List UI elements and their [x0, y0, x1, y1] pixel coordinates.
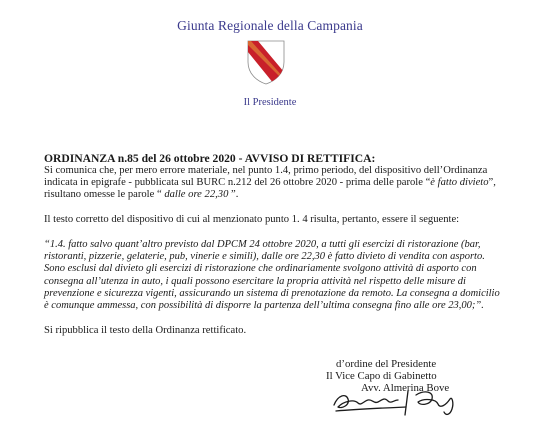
- quoted-provision-line: ristoranti, pizzerie, gelaterie, pub, vinerie e simili), dalle ore 22,30 è fatto divieto di vendita con asporto.: [44, 251, 485, 262]
- quoted-provision-line: “1.4. fatto salvo quant’altro previsto dal DPCM 24 ottobre 2020, a tutti gli esercizi di ristorazione (bar,: [44, 239, 481, 250]
- quoted-provision-line: consegna all’utenza in auto, i quali possono esercitare la propria attività nel rispetto delle misure di: [44, 276, 466, 287]
- handwritten-signature: [328, 385, 464, 419]
- quoted-provision-line: Sono esclusi dal divieto gli esercizi di ristorazione che ordinariamente svolgono attività di asporto con: [44, 263, 477, 274]
- corrected-text-intro: Il testo corretto del dispositivo di cui al menzionato punto 1. 4 risulta, pertanto, essere il seguente:: [44, 214, 460, 225]
- signatory-title: Il Vice Capo di Gabinetto: [326, 370, 437, 382]
- ordinance-heading: ORDINANZA n.85 del 26 ottobre 2020 - AVVISO DI RETTIFICA:: [44, 152, 376, 165]
- notice-paragraph-line: indicata in epigrafe - pubblicata sul BURC n.212 del 26 ottobre 2020 - prima delle parole “è fatto divieto”,: [44, 177, 496, 188]
- issuer-title: Giunta Regionale della Campania: [177, 18, 363, 33]
- signatory-name: Avv. Almerina Bove: [361, 382, 450, 394]
- notice-paragraph-line: risultano omesse le parole “ dalle ore 22,30 ”.: [44, 189, 239, 200]
- notice-paragraph-line: Si comunica che, per mero errore materiale, nel punto 1.4, primo periodo, del dispositivo dell’Ordinanza: [44, 165, 488, 176]
- quoted-provision-line: è comunque ammessa, con possibilità di disporre la partenza dell’ultima consegna fino alle ore 23,00;”.: [44, 300, 484, 311]
- republication-note: Si ripubblica il testo della Ordinanza rettificato.: [44, 325, 247, 336]
- signature-order-line: d’ordine del Presidente: [336, 358, 437, 370]
- president-label: Il Presidente: [243, 97, 297, 108]
- quoted-provision-line: prevenzione e sicurezza vigenti, assicurando un sistema di prenotazione da remoto. La consegna a domicilio: [44, 288, 500, 299]
- campania-coat-of-arms-icon: [245, 38, 287, 86]
